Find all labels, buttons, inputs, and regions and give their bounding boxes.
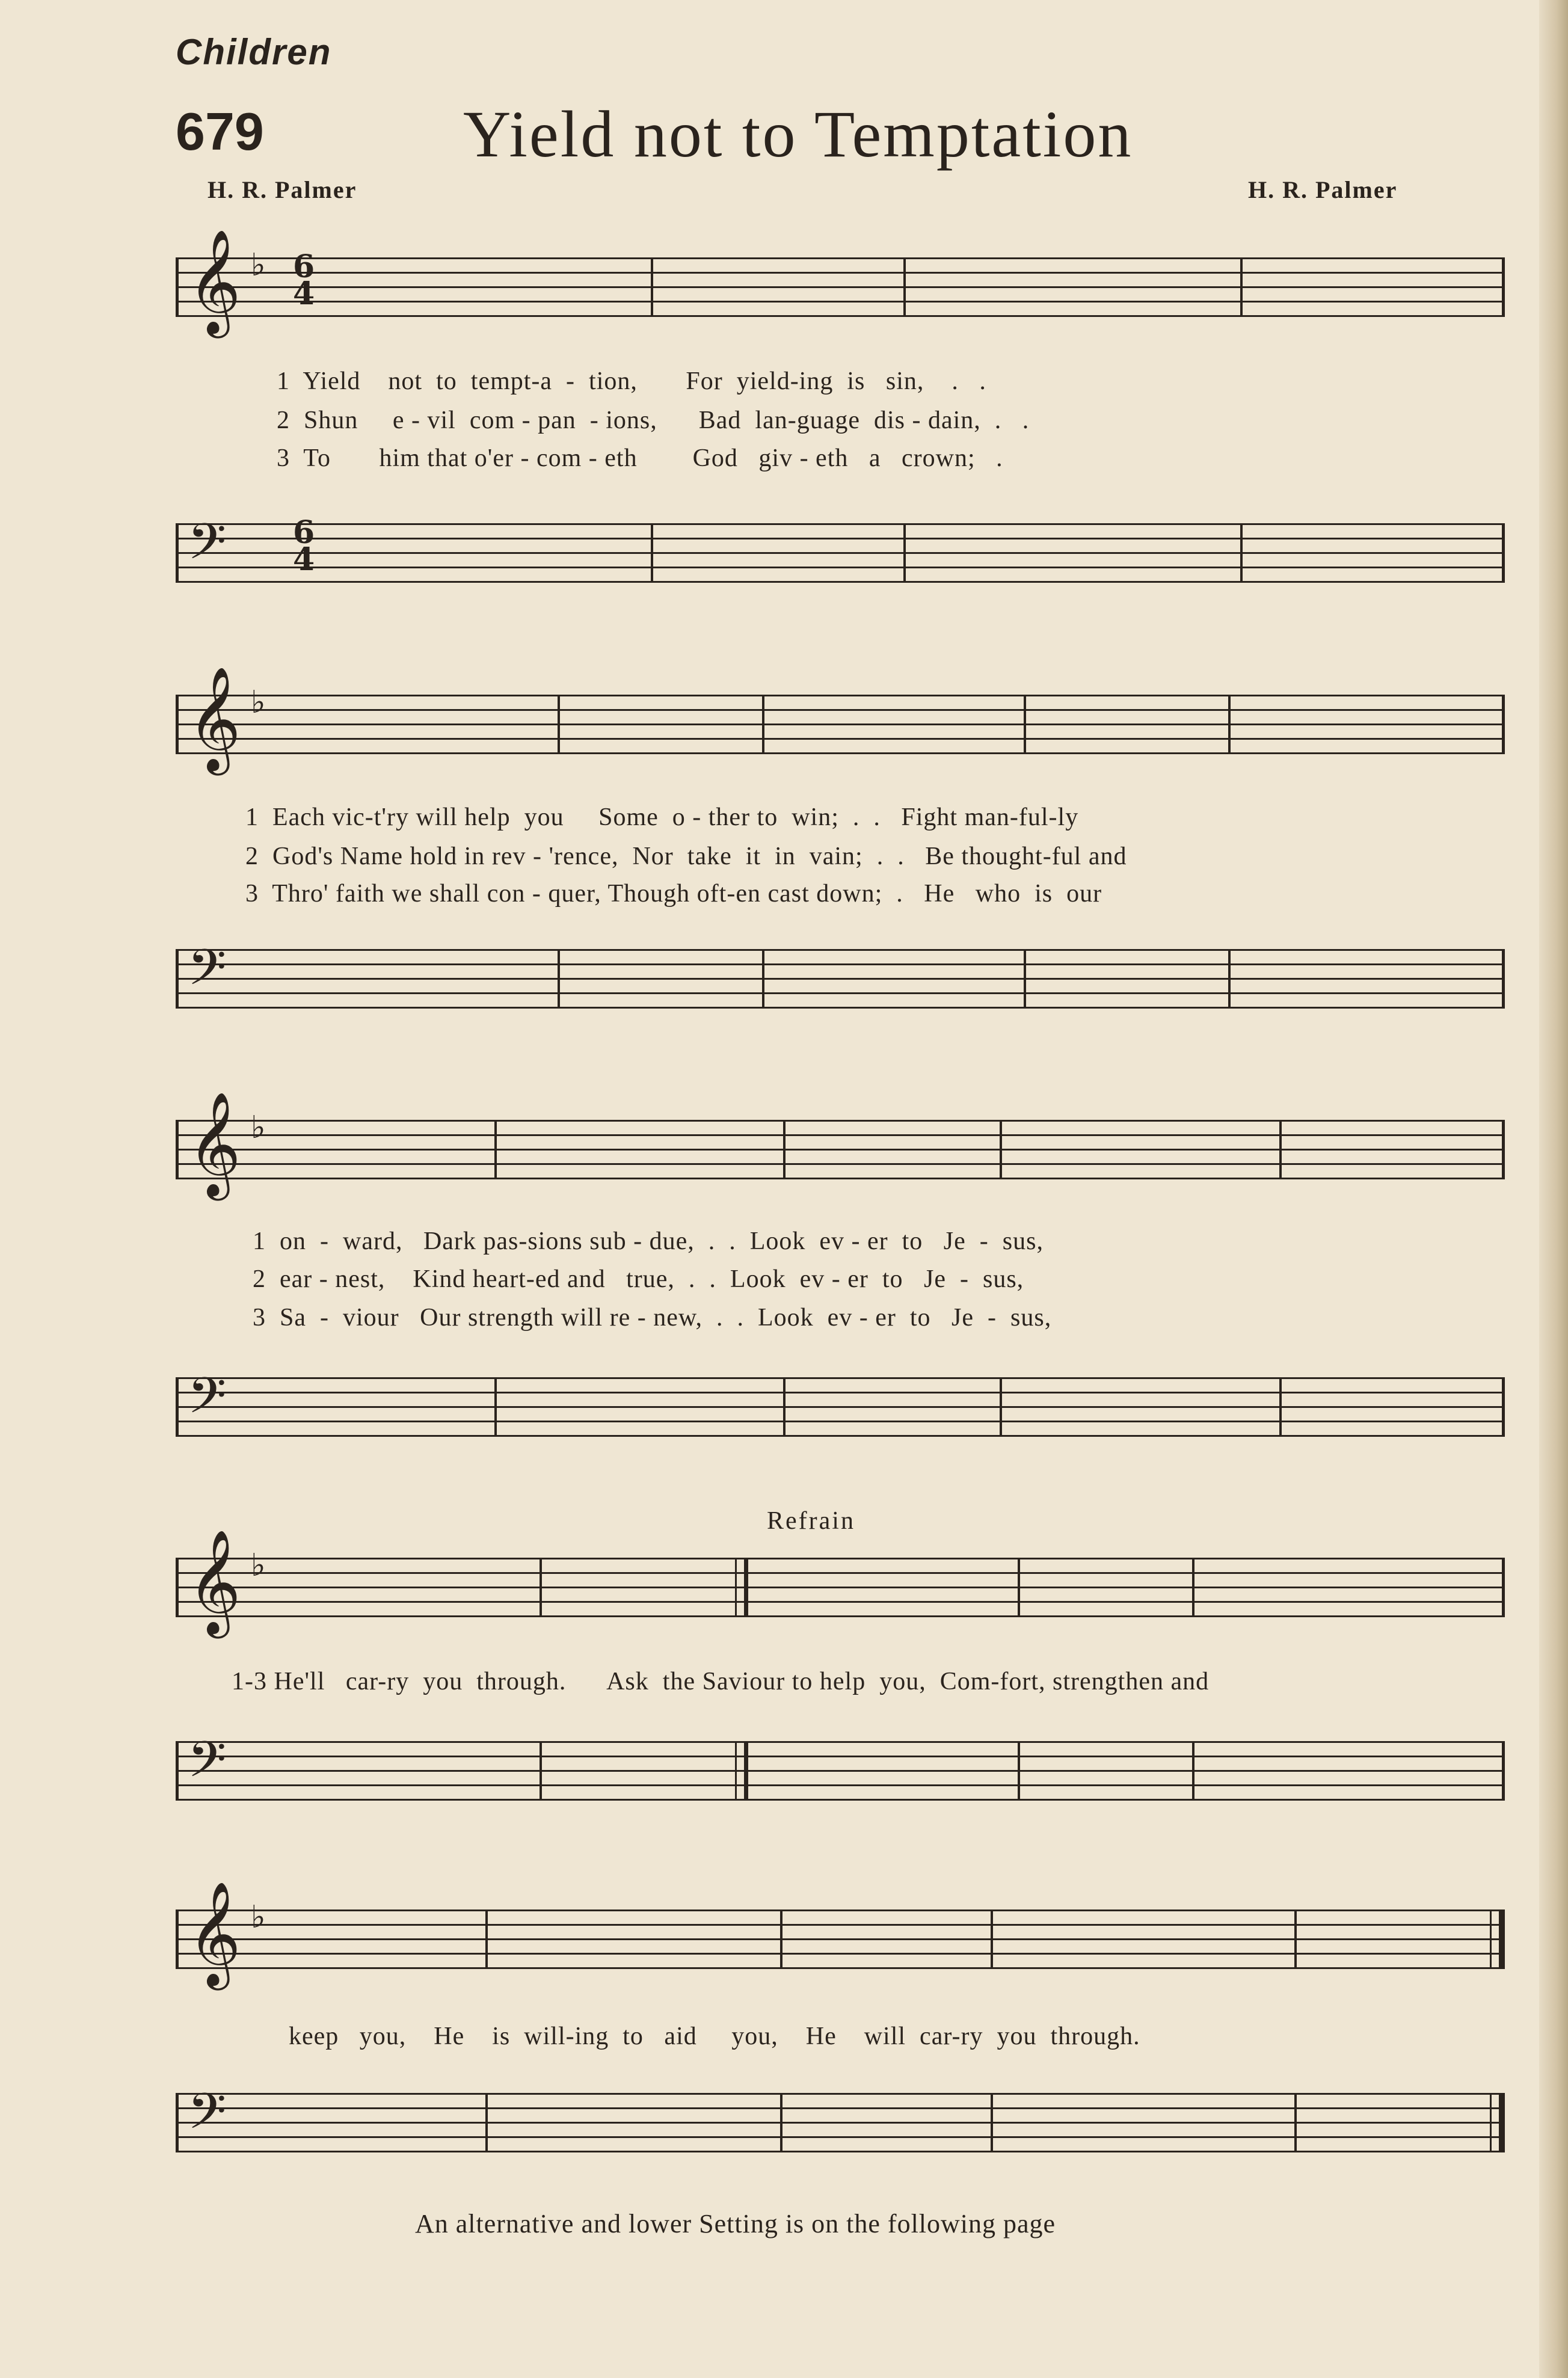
section-heading: Children bbox=[176, 32, 332, 72]
double-barline bbox=[735, 1741, 748, 1801]
barline bbox=[1024, 949, 1026, 1009]
bass-staff-2 bbox=[176, 941, 1505, 1009]
bass-clef-icon: 𝄢 bbox=[188, 1733, 227, 1799]
treble-clef-icon: 𝄞 bbox=[188, 232, 241, 332]
barline bbox=[494, 1120, 497, 1179]
barline bbox=[1192, 1741, 1194, 1801]
barline bbox=[1279, 1377, 1282, 1437]
barline bbox=[1294, 1909, 1297, 1969]
treble-staff-1 bbox=[176, 232, 1505, 332]
lyrics-verse-1: 1 Yield not to tempt-a - tion, For yield-ing is sin, . . bbox=[277, 367, 986, 395]
treble-clef-icon: 𝄞 bbox=[188, 669, 241, 769]
time-signature: 6 4 bbox=[293, 514, 315, 578]
hymn-title: Yield not to Temptation bbox=[463, 97, 1133, 171]
lyrics-verse-3: 3 Thro' faith we shall con - quer, Though oft-en cast down; . He who is our bbox=[245, 880, 1102, 908]
barline bbox=[1228, 695, 1231, 754]
barline bbox=[783, 1377, 786, 1437]
barline bbox=[1240, 257, 1243, 317]
lyrics-verse-3: 3 To him that o'er - com - eth God giv - eth a crown; . bbox=[277, 444, 1003, 472]
barline bbox=[762, 949, 764, 1009]
barline bbox=[1192, 1558, 1194, 1617]
treble-clef-icon: 𝄞 bbox=[188, 1532, 241, 1632]
barline bbox=[1294, 2093, 1297, 2152]
barline bbox=[780, 1909, 782, 1969]
music-composer: H. R. Palmer bbox=[1248, 176, 1398, 203]
barline bbox=[1000, 1120, 1002, 1179]
barline bbox=[783, 1120, 786, 1179]
bass-clef-icon: 𝄢 bbox=[188, 515, 227, 582]
bass-clef-icon: 𝄢 bbox=[188, 941, 227, 1007]
barline bbox=[903, 523, 906, 583]
key-signature-flat-icon: ♭ bbox=[251, 1900, 266, 1935]
treble-clef-icon: 𝄞 bbox=[188, 1095, 241, 1194]
final-double-barline bbox=[1490, 2093, 1503, 2152]
key-signature-flat-icon: ♭ bbox=[251, 686, 266, 720]
bass-staff-1 bbox=[176, 514, 1505, 583]
barline bbox=[780, 2093, 782, 2152]
barline bbox=[1000, 1377, 1002, 1437]
lyrics-verse-1: 1 Each vic-t'ry will help you Some o - ther to win; . . Fight man-ful-ly bbox=[245, 803, 1079, 831]
lyrics-verse-2: 2 Shun e - vil com - pan - ions, Bad lan-guage dis - dain, . . bbox=[277, 407, 1030, 434]
key-signature-flat-icon: ♭ bbox=[251, 1111, 266, 1145]
treble-clef-icon: 𝄞 bbox=[188, 1884, 241, 1984]
barline bbox=[558, 949, 560, 1009]
treble-staff-4 bbox=[176, 1532, 1505, 1632]
final-double-barline bbox=[1490, 1909, 1503, 1969]
bass-clef-icon: 𝄢 bbox=[188, 2085, 227, 2151]
barline bbox=[651, 257, 653, 317]
barline bbox=[494, 1377, 497, 1437]
lyrics-verse-1: 1 on - ward, Dark pas-sions sub - due, . . Look ev - er to Je - sus, bbox=[253, 1227, 1044, 1255]
time-signature: 6 4 bbox=[293, 248, 315, 312]
lyrics-verse-2: 2 ear - nest, Kind heart-ed and true, . . Look ev - er to Je - sus, bbox=[253, 1265, 1024, 1293]
treble-staff-5 bbox=[176, 1884, 1505, 1984]
barline bbox=[1018, 1558, 1020, 1617]
treble-staff-3 bbox=[176, 1095, 1505, 1194]
lyrics-verse-2: 2 God's Name hold in rev - 'rence, Nor take it in vain; . . Be thought-ful and bbox=[245, 843, 1127, 870]
barline bbox=[1018, 1741, 1020, 1801]
barline bbox=[1279, 1120, 1282, 1179]
barline bbox=[540, 1741, 542, 1801]
bass-staff-5 bbox=[176, 2085, 1505, 2152]
refrain-label: Refrain bbox=[767, 1507, 855, 1535]
barline bbox=[485, 2093, 488, 2152]
bass-staff-4 bbox=[176, 1733, 1505, 1801]
lyrics-refrain: keep you, He is will-ing to aid you, He will car-ry you through. bbox=[289, 2023, 1140, 2050]
lyrics-refrain: 1-3 He'll car-ry you through. Ask the Saviour to help you, Com-fort, strengthen and bbox=[232, 1668, 1210, 1695]
barline bbox=[651, 523, 653, 583]
words-author: H. R. Palmer bbox=[208, 176, 357, 203]
barline bbox=[1240, 523, 1243, 583]
hymn-number: 679 bbox=[176, 102, 264, 161]
page-spine-shadow bbox=[1539, 0, 1568, 2378]
key-signature-flat-icon: ♭ bbox=[251, 1549, 266, 1583]
bass-staff-3 bbox=[176, 1369, 1505, 1437]
lyrics-verse-3: 3 Sa - viour Our strength will re - new, . . Look ev - er to Je - sus, bbox=[253, 1304, 1052, 1332]
barline bbox=[991, 1909, 993, 1969]
barline bbox=[540, 1558, 542, 1617]
barline bbox=[991, 2093, 993, 2152]
footnote: An alternative and lower Setting is on the following page bbox=[415, 2209, 1056, 2238]
barline bbox=[762, 695, 764, 754]
barline bbox=[903, 257, 906, 317]
bass-clef-icon: 𝄢 bbox=[188, 1369, 227, 1436]
treble-staff-2 bbox=[176, 669, 1505, 769]
barline bbox=[558, 695, 560, 754]
barline bbox=[485, 1909, 488, 1969]
key-signature-flat-icon: ♭ bbox=[251, 248, 266, 283]
barline bbox=[1024, 695, 1026, 754]
barline bbox=[1228, 949, 1231, 1009]
double-barline bbox=[735, 1558, 748, 1617]
